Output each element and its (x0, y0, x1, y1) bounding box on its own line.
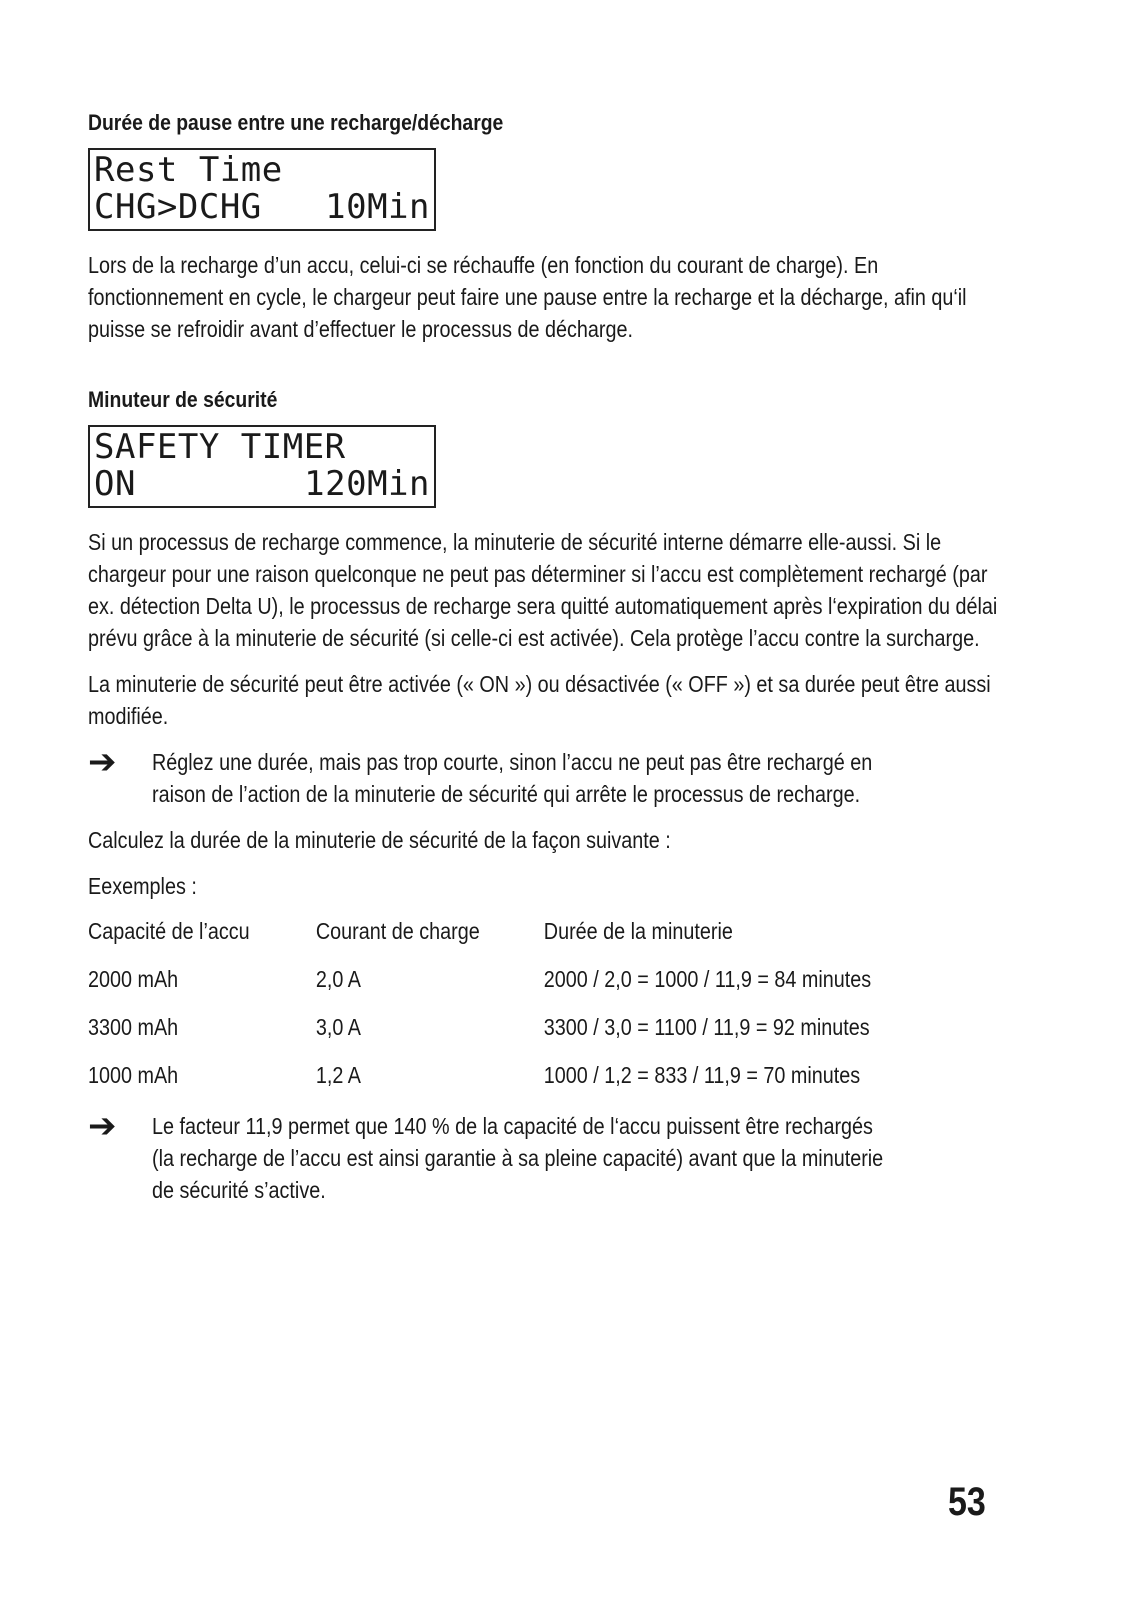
examples-table (88, 918, 871, 1110)
table-cell: 3,0 A (315, 1014, 361, 1040)
rest-time-description: Lors de la recharge d’un accu, celui-ci se réchauffe (en fonction du courant de charge). En fonctionnement en cycle, le chargeur peut faire une pause entre la recharge et la décharge, afin qu‘il puisse se refroidir avant d’effectuer le processus de décharge. (88, 252, 967, 342)
page-content (88, 110, 1008, 1206)
table-cell: 3300 / 3,0 = 1100 / 11,9 = 92 minutes (543, 1014, 870, 1040)
note-text: Le facteur 11,9 permet que 140 % de la capacité de l‘accu puissent être rechargés (la recharge de l’accu est ainsi garantie à sa pleine capacité) avant que la minuterie de sécurité s’active. (152, 1113, 884, 1203)
table-cell: 1,2 A (315, 1062, 361, 1088)
safety-timer-paragraph-2: La minuterie de sécurité peut être activée (« ON ») ou désactivée (« OFF ») et sa durée peut être aussi modifiée. (88, 671, 991, 729)
table-header-duration: Durée de la minuterie (543, 918, 733, 944)
note-text: Réglez une durée, mais pas trop courte, sinon l’accu ne peut pas être rechargé en raison de l’action de la minuterie de sécurité qui arrête le processus de recharge. (152, 749, 873, 807)
calculation-intro: Calculez la durée de la minuterie de sécurité de la façon suivante : (88, 827, 671, 853)
lcd-line2-left: ON (94, 464, 136, 504)
lcd-display-safety-timer (88, 425, 436, 508)
section-heading-rest-time: Durée de pause entre une recharge/décharge (88, 110, 504, 135)
lcd-line1: SAFETY TIMER (94, 427, 346, 467)
lcd-row (94, 466, 430, 503)
table-header-capacity: Capacité de l’accu (88, 918, 250, 944)
right-arrow-icon: ➔ (88, 1107, 117, 1145)
lcd-line2-right: 120Min (304, 464, 430, 504)
table-cell: 2,0 A (315, 966, 361, 992)
table-cell: 2000 mAh (88, 966, 179, 992)
lcd-row (94, 429, 430, 466)
lcd-line2-left: CHG>DCHG (94, 187, 262, 227)
table-row (88, 966, 871, 1014)
table-cell: 2000 / 2,0 = 1000 / 11,9 = 84 minutes (543, 966, 872, 992)
table-row (88, 1014, 871, 1062)
page-number: 53 (948, 1480, 986, 1524)
table-cell: 3300 mAh (88, 1014, 179, 1040)
lcd-display-rest-time (88, 148, 436, 231)
section-heading-safety-timer: Minuteur de sécurité (88, 387, 278, 412)
lcd-row (94, 189, 430, 226)
table-header-current: Courant de charge (315, 918, 480, 944)
lcd-line1: Rest Time (94, 150, 283, 190)
lcd-line2-right: 10Min (325, 187, 430, 227)
table-cell: 1000 / 1,2 = 833 / 11,9 = 70 minutes (543, 1062, 861, 1088)
table-row (88, 1062, 871, 1110)
right-arrow-icon: ➔ (88, 743, 117, 781)
examples-label: Eexemples : (88, 873, 197, 899)
note-duration (88, 743, 1008, 810)
safety-timer-paragraph-1: Si un processus de recharge commence, la minuterie de sécurité interne démarre elle-aussi. Si le chargeur pour une raison quelconque ne peut pas déterminer si l’accu est complètement rechargé (par ex. détection Delta U), le processus de recharge sera quitté automatiquement après l‘expiration du délai prévu grâce à la minuterie de sécurité (si celle-ci est activée). Cela protège l’accu contre la surcharge. (88, 529, 998, 651)
table-header-row (88, 918, 871, 966)
lcd-row (94, 152, 430, 189)
note-factor (88, 1107, 1008, 1206)
table-cell: 1000 mAh (88, 1062, 179, 1088)
